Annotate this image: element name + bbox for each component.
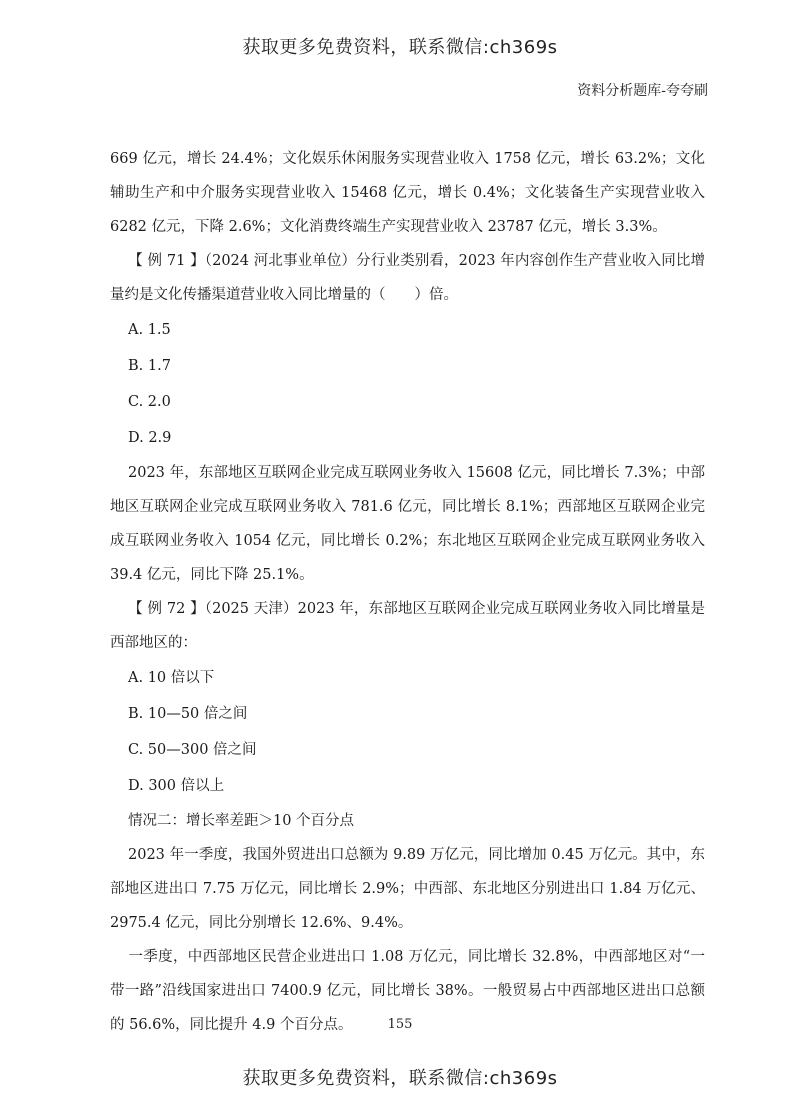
example-71-option-a: A. 1.5 [128,322,171,338]
material-trade-1-text: 2023 年一季度，我国外贸进出口总额为 9.89 万亿元，同比增加 0.45 万亿元。其中，东部地区进出口 7.75 万亿元，同比增长 2.9%；中西部、东北地区分别进出口 1.84 万亿元、2975.4 亿元，同比分别增长 12.6%、9.4%。 [110,847,705,931]
example-72-option-a: A. 10 倍以下 [128,670,215,686]
example-71-label: 【 例 71 】 [128,253,205,269]
example-72-label: 【 例 72 】 [128,601,205,617]
case-2-heading: 情况二：增长率差距＞10 个百分点 [128,813,355,829]
top-promo-banner: 获取更多免费资料，联系微信:ch369s [242,37,558,58]
example-72-option-d: D. 300 倍以上 [128,778,225,794]
material-paragraph-trade-1 [110,838,705,940]
example-71-text: （2024 河北事业单位）分行业类别看，2023 年内容创作生产营业收入同比增量约是文化传播渠道营业收入同比增量的（ ）倍。 [110,253,705,303]
example-72-option-c: C. 50—300 倍之间 [128,742,257,758]
running-header: 资料分析题库-夸夸刷 [577,83,708,99]
material-paragraph-internet [110,456,705,592]
material-trade-2-text: 一季度，中西部地区民营企业进出口 1.08 万亿元，同比增长 32.8%，中西部地区对“一带一路”沿线国家进出口 7400.9 亿元，同比增长 38%。一般贸易占中西部地区进出口总额的 56.6%，同比提升 4.9 个百分点。 [110,949,705,1033]
material-internet-text: 2023 年，东部地区互联网企业完成互联网业务收入 15608 亿元，同比增长 7.3%；中部地区互联网企业完成互联网业务收入 781.6 亿元，同比增长 8.1%；西部地区互联网企业完成互联网业务收入 1054 亿元，同比增长 0.2%；东北地区互联网企业完成互联网业务收入 39.4 亿元，同比下降 25.1%。 [110,465,705,583]
bottom-promo-banner: 获取更多免费资料，联系微信:ch369s [242,1068,558,1089]
example-71-question [110,244,705,312]
example-71-option-d: D. 2.9 [128,430,172,446]
example-72-question [110,592,705,660]
example-71-option-b: B. 1.7 [128,358,171,374]
page-number: 155 [387,1017,413,1032]
page-content [110,142,705,1042]
example-72-option-b: B. 10—50 倍之间 [128,706,248,722]
example-72-text: （2025 天津）2023 年，东部地区互联网企业完成互联网业务收入同比增量是西部地区的： [110,601,705,651]
material-paragraph-culture: 669 亿元，增长 24.4%；文化娱乐休闲服务实现营业收入 1758 亿元，增长 63.2%；文化辅助生产和中介服务实现营业收入 15468 亿元，增长 0.4%；文化装备生产实现营业收入 6282 亿元，下降 2.6%；文化消费终端生产实现营业收入 23787 亿元，增长 3.3%。 [110,151,705,235]
example-71-option-c: C. 2.0 [128,394,171,410]
